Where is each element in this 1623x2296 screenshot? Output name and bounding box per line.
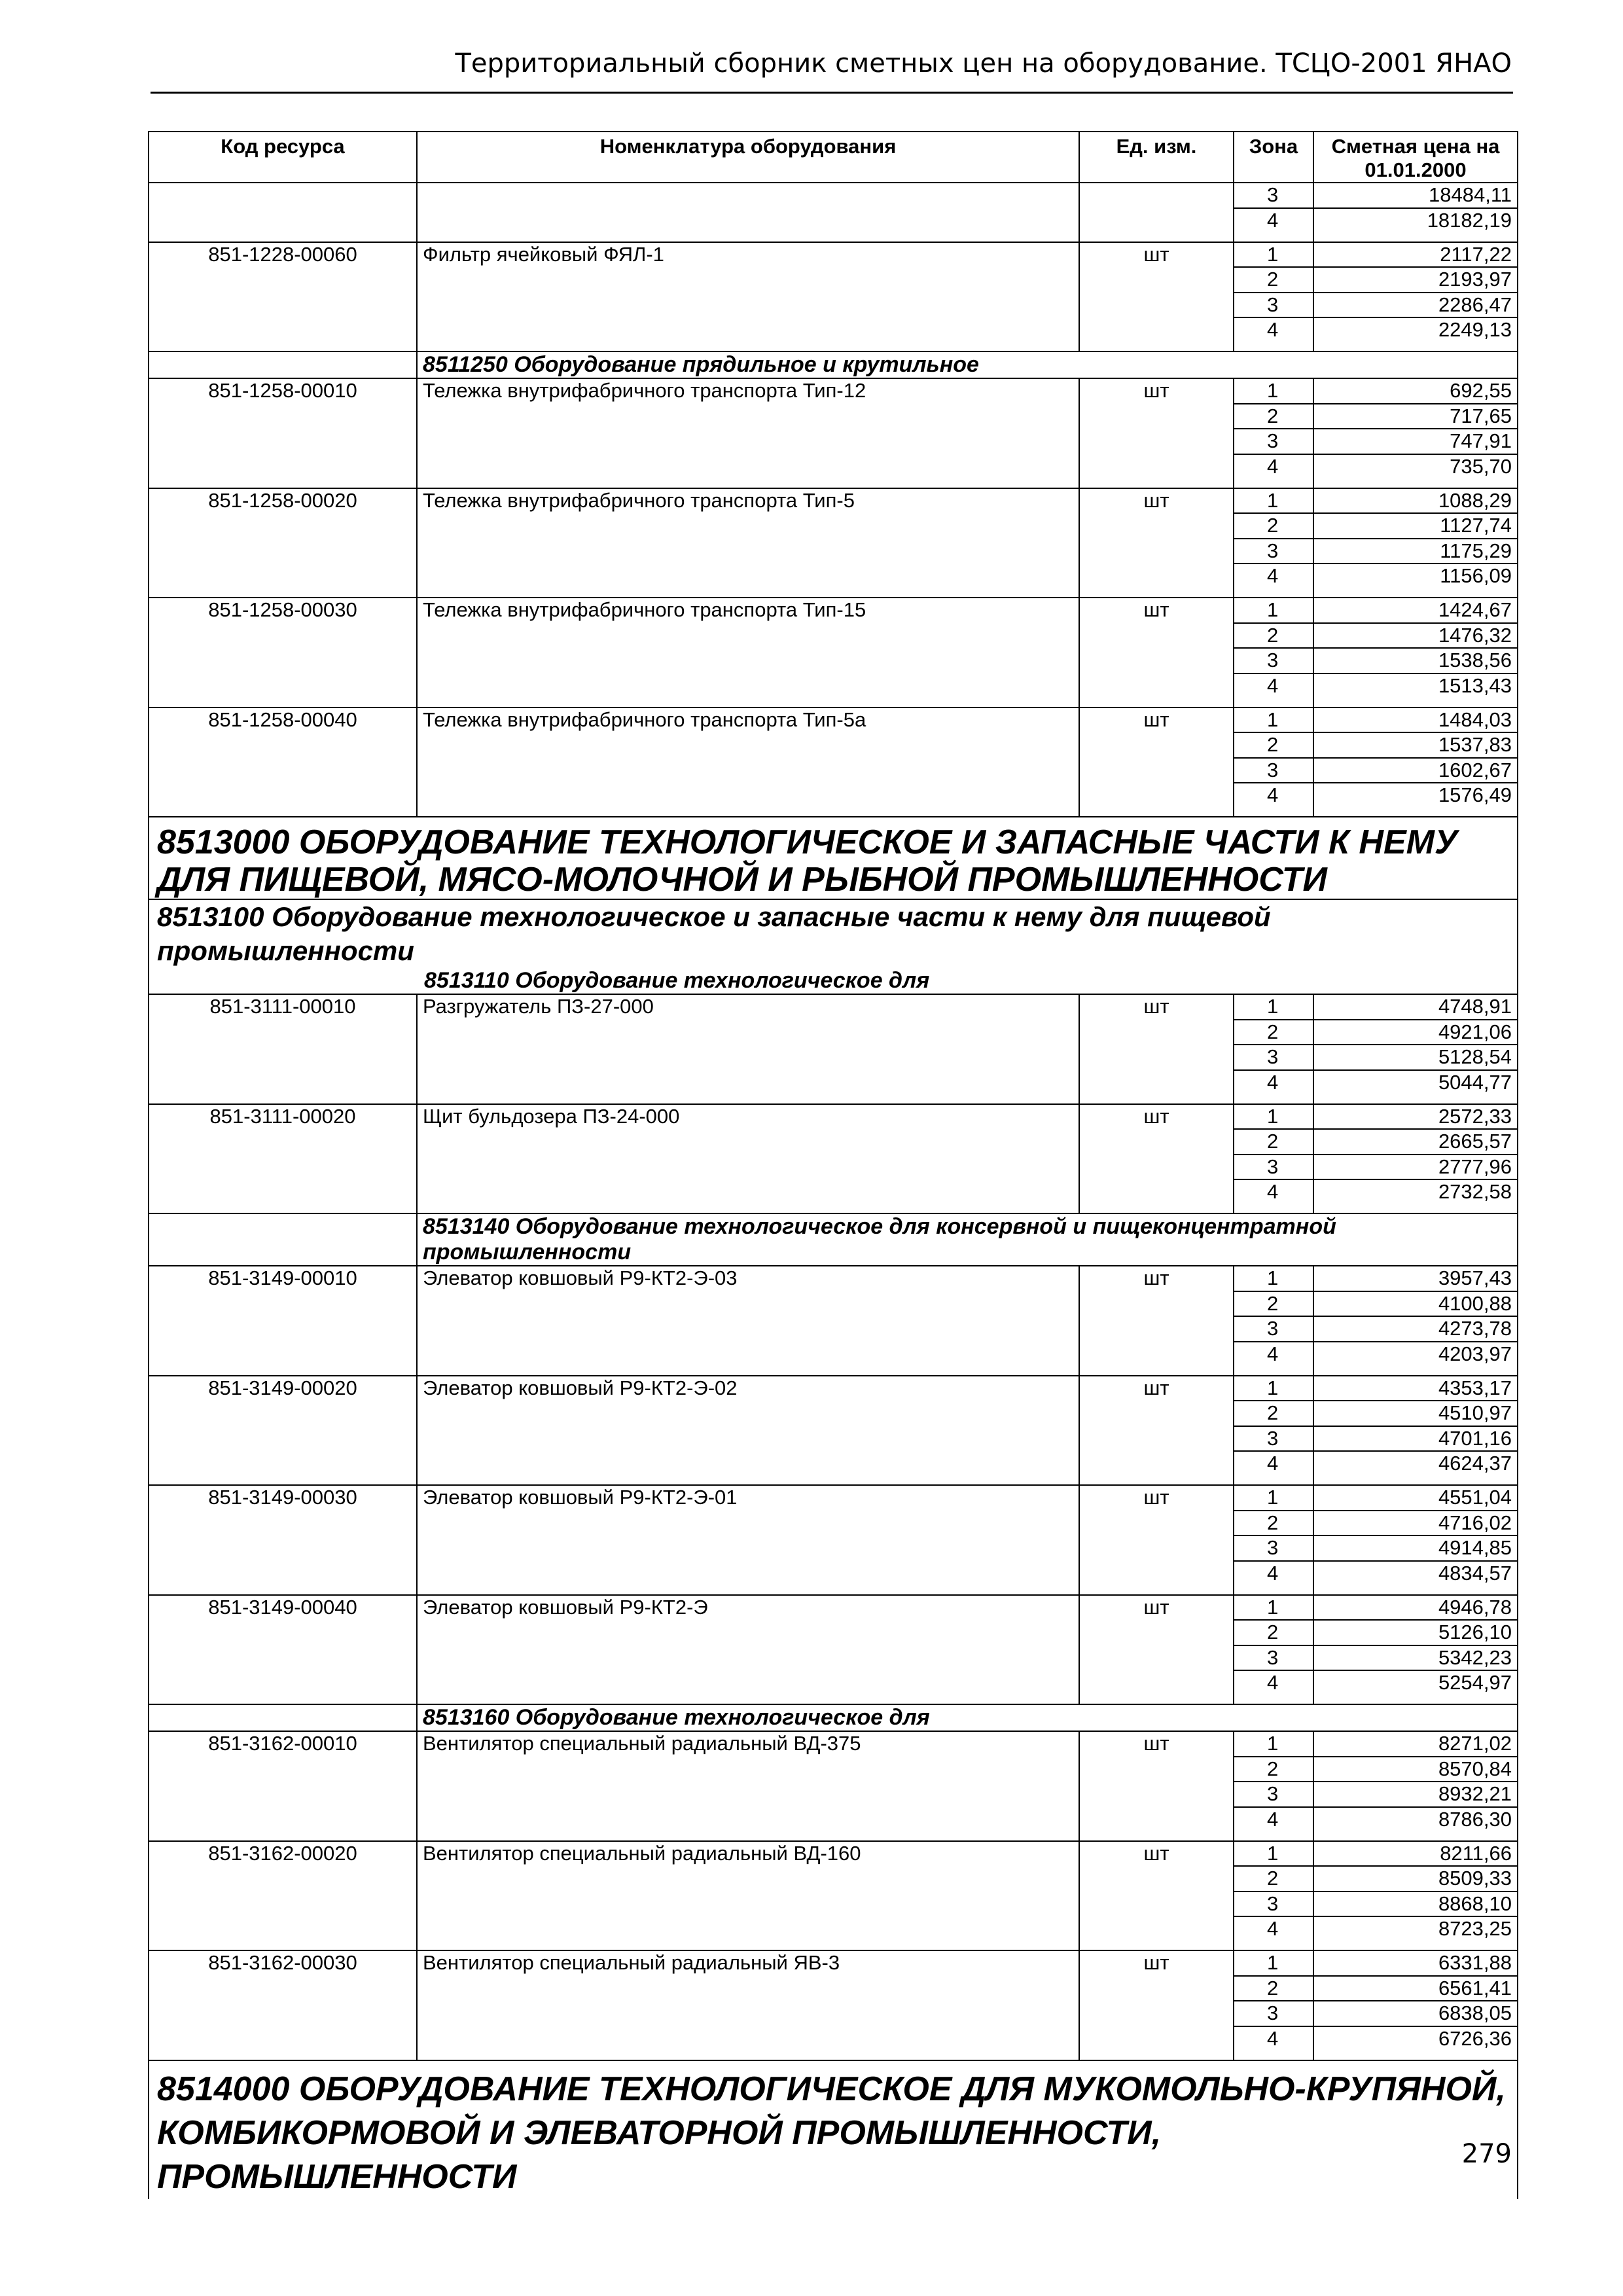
equipment-name: Элеватор ковшовый Р9-КТ2-Э-02 [417,1376,1079,1486]
price-cell: 4624,37 [1313,1451,1518,1485]
zone-cell: 4 [1234,1070,1313,1104]
zone-cell: 1 [1234,1595,1313,1621]
resource-code: 851-3149-00020 [149,1376,417,1486]
price-cell: 8868,10 [1313,1892,1518,1917]
equipment-name: Тележка внутрифабричного транспорта Тип-15 [417,598,1079,708]
zone-cell: 1 [1234,708,1313,733]
equipment-name: Элеватор ковшовый Р9-КТ2-Э-01 [417,1485,1079,1595]
price-cell: 3957,43 [1313,1266,1518,1291]
resource-code: 851-1258-00040 [149,708,417,817]
table-row [149,1731,1518,1757]
section-heading-row [149,817,1518,899]
equipment-name: Вентилятор специальный радиальный ВД-160 [417,1841,1079,1951]
equipment-name: Тележка внутрифабричного транспорта Тип-5а [417,708,1079,817]
price-cell: 8271,02 [1313,1731,1518,1757]
zone-cell: 3 [1234,429,1313,454]
price-cell: 5044,77 [1313,1070,1518,1104]
resource-code: 851-3111-00020 [149,1104,417,1214]
zone-cell: 2 [1234,267,1313,293]
unit-of-measure [1079,183,1234,242]
price-cell: 8932,21 [1313,1782,1518,1807]
resource-code: 851-3149-00010 [149,1266,417,1376]
price-cell: 1576,49 [1313,783,1518,817]
price-cell: 6726,36 [1313,2026,1518,2060]
zone-cell: 2 [1234,1511,1313,1536]
table-row [149,994,1518,1020]
resource-code: 851-1258-00010 [149,378,417,488]
zone-cell: 2 [1234,404,1313,429]
category-code-cell [149,1213,417,1266]
zone-cell: 1 [1234,994,1313,1020]
price-cell: 6331,88 [1313,1950,1518,1976]
zone-cell: 4 [1234,564,1313,598]
price-cell: 4100,88 [1313,1291,1518,1317]
price-cell: 8723,25 [1313,1916,1518,1950]
zone-cell: 3 [1234,293,1313,318]
price-cell: 717,65 [1313,404,1518,429]
table-row [149,242,1518,268]
zone-cell: 1 [1234,1731,1313,1757]
price-cell: 4716,02 [1313,1511,1518,1536]
zone-cell: 1 [1234,378,1313,404]
equipment-name: Тележка внутрифабричного транспорта Тип-12 [417,378,1079,488]
equipment-price-table [148,131,1518,2199]
unit-of-measure: шт [1079,242,1234,352]
table-row [149,1595,1518,1621]
table-row [149,1266,1518,1291]
zone-cell: 2 [1234,1757,1313,1782]
zone-cell: 2 [1234,1291,1313,1317]
zone-cell: 4 [1234,1561,1313,1595]
category-code-cell [149,1704,417,1731]
table-row [149,488,1518,514]
zone-cell: 2 [1234,1866,1313,1892]
zone-cell: 4 [1234,1807,1313,1841]
equipment-name: Щит бульдозера ПЗ-24-000 [417,1104,1079,1214]
zone-cell: 2 [1234,1401,1313,1426]
zone-cell: 2 [1234,623,1313,649]
group-heading-row [149,968,1518,994]
price-cell: 1127,74 [1313,513,1518,539]
price-cell: 747,91 [1313,429,1518,454]
zone-cell: 3 [1234,1155,1313,1180]
price-cell: 5342,23 [1313,1645,1518,1671]
resource-code: 851-3149-00040 [149,1595,417,1705]
zone-cell: 4 [1234,1916,1313,1950]
equipment-name: Разгружатель ПЗ-27-000 [417,994,1079,1104]
zone-cell: 3 [1234,2001,1313,2026]
table-body [149,183,1518,2199]
price-cell: 1602,67 [1313,758,1518,783]
resource-code: 851-3149-00030 [149,1485,417,1595]
category-title: 8511250 Оборудование прядильное и крутильное [417,351,1518,378]
column-header-zone: Зона [1234,132,1313,183]
resource-code: 851-1228-00060 [149,242,417,352]
zone-cell: 1 [1234,1266,1313,1291]
section-heading: 8513000 ОБОРУДОВАНИЕ ТЕХНОЛОГИЧЕСКОЕ И ЗАПАСНЫЕ ЧАСТИ К НЕМУ ДЛЯ ПИЩЕВОЙ, МЯСО-МОЛОЧНОЙ И РЫБНОЙ ПРОМЫШЛЕННОСТИ [149,817,1518,899]
price-cell: 8509,33 [1313,1866,1518,1892]
section-heading-continued-row [149,2060,1518,2199]
price-cell: 1476,32 [1313,623,1518,649]
zone-cell: 3 [1234,183,1313,208]
table-row [149,1841,1518,1867]
zone-cell: 2 [1234,732,1313,758]
price-cell: 2286,47 [1313,293,1518,318]
price-cell: 18484,11 [1313,183,1518,208]
subsection-heading-row [149,899,1518,968]
price-cell: 8570,84 [1313,1757,1518,1782]
resource-code: 851-1258-00030 [149,598,417,708]
equipment-name: Фильтр ячейковый ФЯЛ-1 [417,242,1079,352]
zone-cell: 1 [1234,242,1313,268]
unit-of-measure: шт [1079,1266,1234,1376]
price-cell: 1538,56 [1313,648,1518,673]
price-cell: 2777,96 [1313,1155,1518,1180]
unit-of-measure: шт [1079,488,1234,598]
category-code-cell [149,351,417,378]
resource-code: 851-3111-00010 [149,994,417,1104]
price-cell: 4203,97 [1313,1342,1518,1376]
price-cell: 4701,16 [1313,1426,1518,1452]
price-cell: 4273,78 [1313,1316,1518,1342]
equipment-name: Вентилятор специальный радиальный ВД-375 [417,1731,1079,1841]
equipment-name: Элеватор ковшовый Р9-КТ2-Э [417,1595,1079,1705]
price-cell: 1175,29 [1313,539,1518,564]
unit-of-measure: шт [1079,994,1234,1104]
zone-cell: 2 [1234,513,1313,539]
zone-cell: 4 [1234,2026,1313,2060]
table-row [149,1376,1518,1401]
resource-code: 851-3162-00030 [149,1950,417,2060]
table-row [149,1104,1518,1130]
zone-cell: 4 [1234,317,1313,351]
zone-cell: 2 [1234,1620,1313,1645]
price-cell: 18182,19 [1313,208,1518,242]
zone-cell: 1 [1234,1104,1313,1130]
resource-code: 851-3162-00020 [149,1841,417,1951]
zone-cell: 4 [1234,1342,1313,1376]
price-cell: 6561,41 [1313,1976,1518,2001]
unit-of-measure: шт [1079,1841,1234,1951]
table-header-row [149,132,1518,183]
zone-cell: 2 [1234,1976,1313,2001]
equipment-name: Элеватор ковшовый Р9-КТ2-Э-03 [417,1266,1079,1376]
price-cell: 2732,58 [1313,1179,1518,1213]
price-cell: 1484,03 [1313,708,1518,733]
zone-cell: 1 [1234,1376,1313,1401]
column-header-name: Номенклатура оборудования [417,132,1079,183]
price-cell: 5128,54 [1313,1045,1518,1070]
table-row [149,378,1518,404]
zone-cell: 1 [1234,1485,1313,1511]
zone-cell: 3 [1234,1045,1313,1070]
price-cell: 8211,66 [1313,1841,1518,1867]
unit-of-measure: шт [1079,1595,1234,1705]
unit-of-measure: шт [1079,1731,1234,1841]
price-cell: 2572,33 [1313,1104,1518,1130]
zone-cell: 4 [1234,1670,1313,1704]
price-cell: 735,70 [1313,454,1518,488]
resource-code: 851-3162-00010 [149,1731,417,1841]
zone-cell: 1 [1234,598,1313,623]
zone-cell: 3 [1234,648,1313,673]
price-cell: 6838,05 [1313,2001,1518,2026]
document-body [148,131,1517,2199]
zone-cell: 1 [1234,1950,1313,1976]
unit-of-measure: шт [1079,1104,1234,1214]
running-header: Территориальный сборник сметных цен на оборудование. ТСЦО-2001 ЯНАО [455,48,1512,79]
zone-cell: 4 [1234,1179,1313,1213]
zone-cell: 3 [1234,758,1313,783]
resource-code [149,183,417,242]
category-title: 8513140 Оборудование технологическое для консервной и пищеконцентратной промышленности [417,1213,1518,1266]
zone-cell: 2 [1234,1129,1313,1155]
table-row [149,1950,1518,1976]
price-cell: 4914,85 [1313,1535,1518,1561]
price-cell: 1513,43 [1313,673,1518,708]
table-row [149,708,1518,733]
zone-cell: 4 [1234,208,1313,242]
zone-cell: 2 [1234,1020,1313,1045]
page-number: 279 [1461,2139,1512,2169]
price-cell: 2117,22 [1313,242,1518,268]
unit-of-measure: шт [1079,1485,1234,1595]
zone-cell: 3 [1234,1892,1313,1917]
price-cell: 4551,04 [1313,1485,1518,1511]
price-cell: 2249,13 [1313,317,1518,351]
zone-cell: 3 [1234,1316,1313,1342]
table-row [149,598,1518,623]
price-cell: 692,55 [1313,378,1518,404]
header-rule [151,92,1513,94]
price-cell: 1424,67 [1313,598,1518,623]
zone-cell: 4 [1234,673,1313,708]
category-title: 8513160 Оборудование технологическое для [417,1704,1518,1731]
unit-of-measure: шт [1079,1376,1234,1486]
column-header-price: Сметная цена на 01.01.2000 [1313,132,1518,183]
subsection-heading: 8513100 Оборудование технологическое и запасные части к нему для пищевой промышленности [149,899,1518,968]
price-cell: 4510,97 [1313,1401,1518,1426]
zone-cell: 1 [1234,1841,1313,1867]
zone-cell: 4 [1234,783,1313,817]
price-cell: 1537,83 [1313,732,1518,758]
equipment-name: Тележка внутрифабричного транспорта Тип-5 [417,488,1079,598]
unit-of-measure: шт [1079,1950,1234,2060]
resource-code: 851-1258-00020 [149,488,417,598]
zone-cell: 4 [1234,454,1313,488]
price-cell: 2665,57 [1313,1129,1518,1155]
unit-of-measure: шт [1079,708,1234,817]
column-header-unit: Ед. изм. [1079,132,1234,183]
equipment-name: Вентилятор специальный радиальный ЯВ-3 [417,1950,1079,2060]
zone-cell: 3 [1234,1535,1313,1561]
price-cell: 1088,29 [1313,488,1518,514]
price-cell: 5126,10 [1313,1620,1518,1645]
column-header-code: Код ресурса [149,132,417,183]
zone-cell: 3 [1234,1782,1313,1807]
section-heading-continued: 8514000 ОБОРУДОВАНИЕ ТЕХНОЛОГИЧЕСКОЕ ДЛЯ МУКОМОЛЬНО-КРУПЯНОЙ, КОМБИКОРМОВОЙ И ЭЛЕВАТОРНОЙ ПРОМЫШЛЕННОСТИ, ПРОМЫШЛЕННОСТИ [149,2060,1518,2199]
price-cell: 8786,30 [1313,1807,1518,1841]
equipment-name [417,183,1079,242]
price-cell: 4353,17 [1313,1376,1518,1401]
group-heading: 8513110 Оборудование технологическое для [149,968,1518,994]
unit-of-measure: шт [1079,378,1234,488]
table-row [149,1485,1518,1511]
zone-cell: 3 [1234,1426,1313,1452]
price-cell: 1156,09 [1313,564,1518,598]
price-cell: 4834,57 [1313,1561,1518,1595]
category-row [149,1704,1518,1731]
category-row [149,1213,1518,1266]
zone-cell: 3 [1234,1645,1313,1671]
unit-of-measure: шт [1079,598,1234,708]
zone-cell: 1 [1234,488,1313,514]
category-row [149,351,1518,378]
price-cell: 5254,97 [1313,1670,1518,1704]
price-cell: 4921,06 [1313,1020,1518,1045]
price-cell: 4748,91 [1313,994,1518,1020]
zone-cell: 4 [1234,1451,1313,1485]
price-cell: 2193,97 [1313,267,1518,293]
price-cell: 4946,78 [1313,1595,1518,1621]
table-row [149,183,1518,208]
zone-cell: 3 [1234,539,1313,564]
